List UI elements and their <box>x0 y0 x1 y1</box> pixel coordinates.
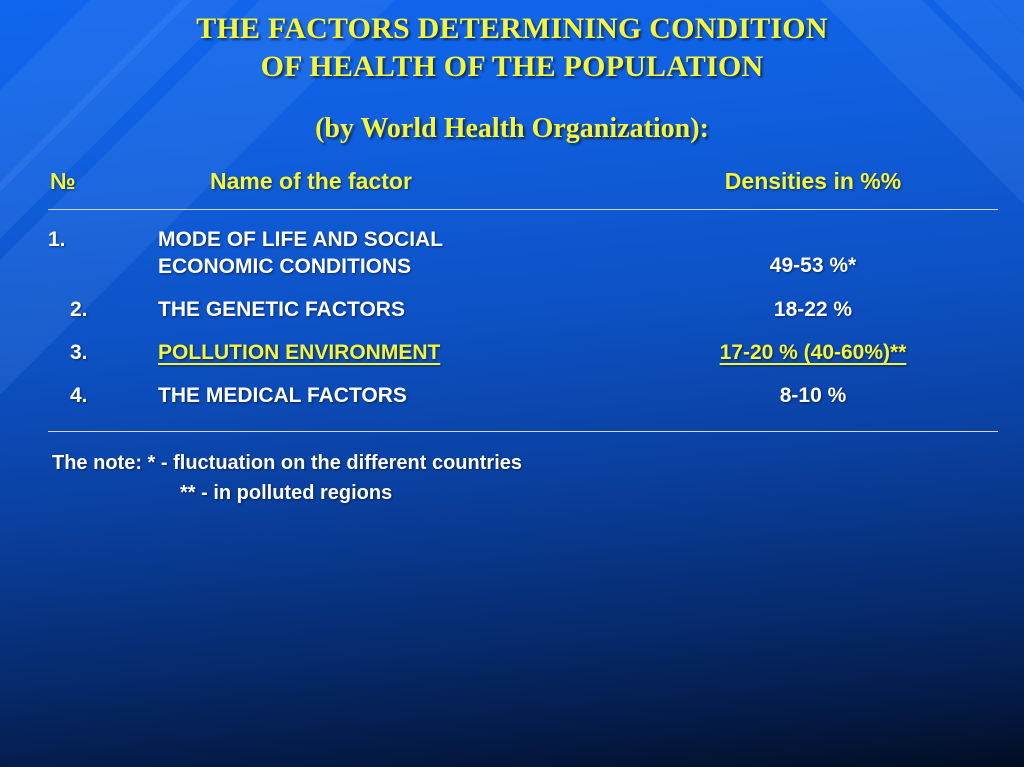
table-row-highlighted <box>48 323 998 366</box>
row-number: 2. <box>70 298 88 321</box>
row-name-line-1: MODE OF LIFE AND SOCIAL <box>158 228 444 251</box>
note-line-2: ** - in polluted regions <box>180 482 393 504</box>
column-header-density: Densities in %% <box>724 168 902 194</box>
row-number: 1. <box>48 228 66 251</box>
row-density: 18-22 % <box>773 298 853 321</box>
row-number: 4. <box>70 384 88 407</box>
row-density-highlighted: 17-20 % (40-60%)** <box>719 341 907 364</box>
footer-divider-cell <box>48 409 998 432</box>
column-header-number: № <box>50 168 76 194</box>
table-row <box>48 366 998 409</box>
row-name <box>158 210 628 280</box>
table-header-row <box>48 168 998 209</box>
note-line-1: The note: * - fluctuation on the different countries <box>52 452 522 474</box>
row-name <box>158 323 628 366</box>
horizontal-rule <box>48 431 998 432</box>
column-header-name: Name of the factor <box>210 168 412 194</box>
table-row <box>48 280 998 323</box>
row-name-highlighted: POLLUTION ENVIRONMENT <box>158 341 441 364</box>
row-density: 8-10 % <box>779 384 847 407</box>
slide-title-line-1: THE FACTORS DETERMINING CONDITION <box>196 12 828 45</box>
row-name: THE GENETIC FACTORS <box>158 298 405 321</box>
row-density: 49-53 %* <box>769 254 857 277</box>
table-row <box>48 210 998 280</box>
row-name: THE MEDICAL FACTORS <box>158 384 407 407</box>
notes-block <box>52 448 1024 508</box>
row-density <box>628 323 998 366</box>
footer-divider-row <box>48 409 998 432</box>
factors-table <box>48 168 998 432</box>
slide-content <box>0 10 1024 508</box>
slide-title-line-2: OF HEALTH OF THE POPULATION <box>260 50 764 83</box>
row-name-line-2: ECONOMIC CONDITIONS <box>158 255 412 278</box>
row-number: 3. <box>70 341 88 364</box>
slide-subtitle: (by World Health Organization): <box>315 113 709 144</box>
slide-title <box>40 10 984 86</box>
